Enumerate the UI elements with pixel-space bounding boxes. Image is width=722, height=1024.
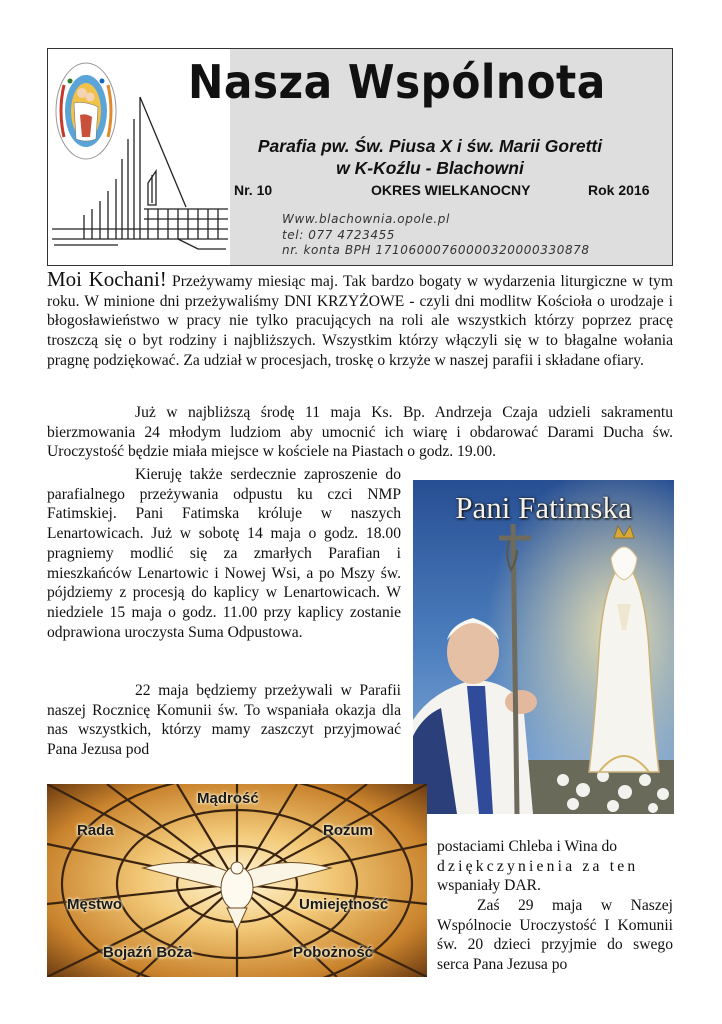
year-label: Rok 2016 (588, 182, 650, 198)
gift-fear-of-god: Bojaźń Boża (103, 944, 193, 961)
paragraph-1-text: Przeżywamy miesiąc maj. Tak bardzo bogaty w wydarzenia liturgiczne w tym roku. W minione dni przeżywaliśmy DNI KRZYŻOWE - czyli dni modlitw Kościoła o urodzaje i błogosławieństwo w pracy nie tylko pracujących na roli ale wszystkich którzy poprzez pracę troszczą się o byt rodziny i najbliższych. Wszystkim którzy włączyli się w to błagalne wołania pragnę podziękować. Za udział w procesjach, troskę o krzyże w naszej parafii i składane ofiary. (47, 273, 673, 369)
jubilee-seal-logo (54, 55, 118, 173)
period-label: OKRES WIELKANOCNY (371, 182, 531, 198)
newsletter-title: Nasza Wspólnota (188, 55, 606, 109)
masthead (47, 48, 673, 266)
fatima-title: Pani Fatimska (455, 490, 632, 525)
parish-line-1: Parafia pw. Św. Piusa X i św. Marii Goretti (257, 136, 603, 156)
fatima-photo (413, 480, 674, 814)
holy-spirit-window (47, 784, 427, 977)
continuation-line-1: postaciami Chleba i Wina do (437, 838, 618, 855)
gift-understanding: Rozum (323, 822, 373, 839)
gift-fortitude: Męstwo (67, 896, 123, 913)
contact-info (282, 212, 590, 259)
paragraph-intro (47, 267, 673, 371)
gift-counsel: Rada (77, 822, 114, 839)
gift-knowledge: Umiejętność (299, 896, 389, 913)
paragraph-confirmation: Już w najbliższą środę 11 maja Ks. Bp. Andrzeja Czaja udzieli sakramentu bierzmowania 24 młodym ludziom aby umocnić ich wiarę i obdarować Darami Ducha św. Uroczystość będzie miała miejsce w kościele na Piastach o godz. 19.00. (47, 404, 673, 461)
paragraph-first-communion: Zaś 29 maja w Naszej Wspólnocie Uroczystość I Komunii św. 20 dzieci przyjmie do swego serca Pana Jezusa po (437, 897, 673, 974)
issue-number: Nr. 10 (234, 182, 273, 198)
fatima-photo-art (413, 480, 674, 814)
parish-name (232, 135, 628, 179)
phone-number: tel: 077 4723455 (282, 227, 396, 242)
greeting: Moi Kochani! (47, 267, 167, 291)
continuation-line-3: wspaniały DAR. (437, 877, 541, 895)
paragraph-fatima-feast: Kieruję także serdecznie zaproszenie do parafialnego przeżywania odpustu ku czci NMP Fatimskiej. Pani Fatimska króluje w naszych Lenartowicach. Już w sobotę 14 maja o godz. 18.00 pragniemy modlić się za zmarłych Parafian i mieszkańców Lenartowic i Nowej Wsi, a po Mszy św. pójdziemy z procesją do kaplicy w Lenartowicach. W niedziele 15 maja o godz. 11.00 przy kaplicy zostanie odprawiona uroczysta Suma Odpustowa. (47, 466, 401, 641)
bank-account: nr. konta BPH 17106000760000320000330878 (282, 243, 590, 257)
paragraph-continuation (437, 837, 673, 896)
parish-line-2: w K-Koźlu - Blachowni (336, 158, 524, 178)
paragraph-communion-anniversary: 22 maja będziemy przeżywali w Parafii naszej Rocznicę Komunii św. To wspaniała okazja dla nas wszystkich, którzy mamy zaszczyt przyjmować Pana Jezusa pod (47, 682, 401, 759)
website-link[interactable]: Www.blachownia.opole.pl (282, 212, 450, 226)
gift-wisdom: Mądrość (197, 790, 259, 807)
gift-piety: Pobożność (293, 944, 374, 961)
continuation-line-2: dziękczynienia za ten (437, 857, 639, 875)
